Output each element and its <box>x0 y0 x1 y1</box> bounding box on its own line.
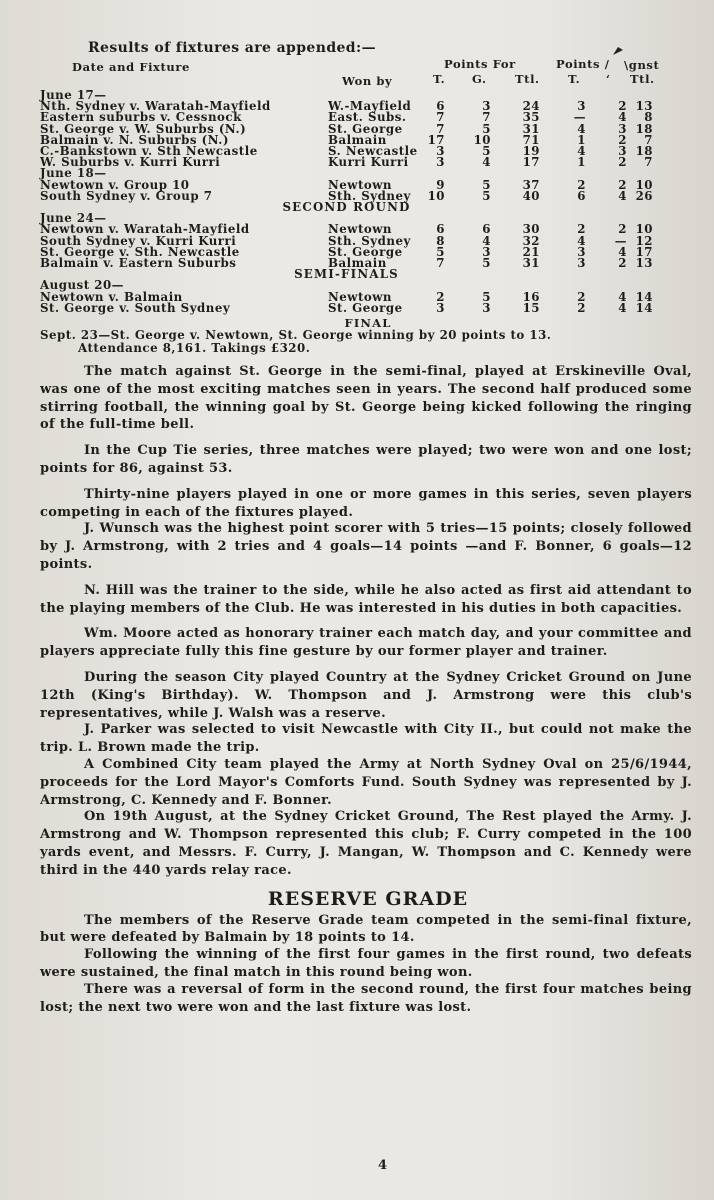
goals-for: 3 <box>482 300 491 315</box>
header-against: \gnst <box>624 58 660 72</box>
round-row <box>40 269 653 280</box>
header-pf-t: T. <box>433 72 446 86</box>
tries-for: 2 <box>436 289 445 304</box>
winner: Newtown <box>328 222 392 237</box>
goals-for: 10 <box>473 132 491 147</box>
total-against: 26 <box>635 188 653 203</box>
tries-against: 2 <box>577 222 586 237</box>
fixture-name: South Sydney v. Kurri Kurri <box>40 233 237 248</box>
fixture-row <box>40 157 653 168</box>
total-for: 35 <box>522 110 540 125</box>
final-result: Sept. 23—St. George v. Newtown, St. George winning by 20 points to 13. <box>40 328 552 343</box>
total-against: 7 <box>644 132 653 147</box>
fixture-name: Nth. Sydney v. Waratah-Mayfield <box>40 99 271 114</box>
goals-against: 2 <box>618 132 627 147</box>
section-title: RESERVE GRADE <box>267 887 469 910</box>
goals-against: 3 <box>618 121 627 136</box>
tries-for: 9 <box>436 177 445 192</box>
winner: S. Newcastle <box>328 144 418 159</box>
tries-against: 6 <box>577 188 586 203</box>
total-against: 12 <box>635 233 653 248</box>
goals-for: 5 <box>482 188 491 203</box>
winner: Balmain <box>328 256 387 271</box>
intro-heading: Results of fixtures are appended:— <box>88 40 376 56</box>
tries-for: 6 <box>436 222 445 237</box>
table-header <box>40 56 696 90</box>
goals-against: 2 <box>618 177 627 192</box>
fixture-date: June 18— <box>40 166 107 181</box>
paragraph-players: Thirty-nine players played in one or more games in this series, seven players competing in each of the fixtures played. <box>40 486 692 520</box>
paragraph-trainer: N. Hill was the trainer to the side, while he also acted as first aid attendant to the playing members of the Club. He was interested in his duties in both capacities. <box>40 582 692 616</box>
header-date-fixture: Date and Fixture <box>72 60 190 74</box>
tries-against: 2 <box>577 289 586 304</box>
winner: Sth. Sydney <box>328 233 411 248</box>
winner: Sth. Sydney <box>328 188 411 203</box>
tries-against: 4 <box>577 121 586 136</box>
tries-against: 3 <box>577 244 586 259</box>
goals-against: 2 <box>618 256 627 271</box>
total-against: 14 <box>635 289 653 304</box>
goals-for: 4 <box>482 233 491 248</box>
tries-against: 3 <box>577 99 586 114</box>
fixture-name: Eastern suburbs v. Cessnock <box>40 110 242 125</box>
fixtures-table <box>40 90 653 314</box>
fixture-name: Newtown v. Group 10 <box>40 177 190 192</box>
paragraph-newcastle: J. Parker was selected to visit Newcastle with City II., but could not make the trip. L. Brown made the trip. <box>40 722 692 756</box>
fixture-date: June 17— <box>40 88 107 102</box>
paragraph-scorers: J. Wunsch was the highest point scorer with 5 tries—15 points; closely followed by J. Armstrong, with 2 tries and 4 goals—14 points —and F. Bonner, 6 goals—12 points. <box>40 521 692 573</box>
tries-for: 5 <box>436 244 445 259</box>
winner: Balmain <box>328 132 387 147</box>
total-against: 18 <box>635 144 653 159</box>
paragraph-cup-tie: In the Cup Tie series, three matches were played; two were won and one lost; points for 86, against 53. <box>40 443 692 477</box>
goals-against: 4 <box>618 244 627 259</box>
pencil-mark-icon <box>612 46 624 56</box>
tries-against: 2 <box>577 177 586 192</box>
tries-against: 1 <box>577 132 586 147</box>
winner: St. George <box>328 244 403 259</box>
tries-against: — <box>573 110 586 125</box>
paragraph-honorary-trainer: Wm. Moore acted as honorary trainer each match day, and your committee and players appreciate fully this fine gesture by our former player and trainer. <box>40 626 692 660</box>
fixture-name: South Sydney v. Group 7 <box>40 188 213 203</box>
goals-for: 5 <box>482 177 491 192</box>
goals-against: — <box>614 233 627 248</box>
tries-for: 8 <box>436 233 445 248</box>
header-pf-g: G. <box>472 72 487 86</box>
total-for: 19 <box>522 144 540 159</box>
fixture-name: C.-Bankstown v. Sth Newcastle <box>40 144 258 159</box>
goals-against: 2 <box>618 222 627 237</box>
goals-for: 5 <box>482 121 491 136</box>
total-for: 30 <box>522 222 540 237</box>
total-for: 15 <box>522 300 540 315</box>
fixture-name: Newtown v. Waratah-Mayfield <box>40 222 250 237</box>
fixture-name: St. George v. Sth. Newcastle <box>40 244 240 259</box>
winner: Newtown <box>328 289 392 304</box>
total-against: 17 <box>635 244 653 259</box>
tries-against: 1 <box>577 155 586 170</box>
goals-against: 4 <box>618 289 627 304</box>
tries-for: 17 <box>427 132 445 147</box>
paragraph-semi-final: The match against St. George in the semi-final, played at Erskineville Oval, was one of the most exciting matches seen in years. The second half produced some stirring football, the winning goal by St. George being kicked following the ringing of the full-time bell. <box>40 364 692 433</box>
fixture-name: Newtown v. Balmain <box>40 289 183 304</box>
header-pa-g: ‘ <box>606 72 611 86</box>
header-points-for: Points For <box>444 57 516 71</box>
total-for: 21 <box>522 244 540 259</box>
tries-for: 3 <box>436 144 445 159</box>
tries-for: 7 <box>436 121 445 136</box>
goals-for: 5 <box>482 289 491 304</box>
fixture-date: August 20— <box>40 278 124 293</box>
winner: St. George <box>328 300 403 315</box>
goals-against: 4 <box>618 110 627 125</box>
fixture-name: W. Suburbs v. Kurri Kurri <box>40 155 221 170</box>
goals-for: 3 <box>482 244 491 259</box>
header-pf-ttl: Ttl. <box>515 72 540 86</box>
total-for: 40 <box>522 188 540 203</box>
total-against: 18 <box>635 121 653 136</box>
goals-against: 2 <box>618 99 627 114</box>
total-for: 16 <box>522 289 540 304</box>
round-title: SEMI-FINALS <box>294 267 399 282</box>
total-against: 13 <box>635 99 653 114</box>
total-for: 24 <box>522 99 540 114</box>
round-title: SECOND ROUND <box>282 200 411 215</box>
reserve-paragraph-second-round: There was a reversal of form in the second round, the first four matches being lost; the next two were won and the last fixture was lost. <box>40 981 692 1015</box>
tries-against: 3 <box>577 256 586 271</box>
paragraph-city-country: During the season City played Country at the Sydney Cricket Ground on June 12th (King's Birthday). W. Thompson and J. Armstrong were this club's representatives, while J. Walsh was a reserve. <box>40 670 692 721</box>
tries-for: 7 <box>436 256 445 271</box>
tries-against: 4 <box>577 144 586 159</box>
header-against-ttl: Ttl. <box>630 72 655 86</box>
fixture-name: Balmain v. N. Suburbs (N.) <box>40 132 229 147</box>
paragraph-rest-army: On 19th August, at the Sydney Cricket Ground, The Rest played the Army. J. Armstrong and W. Thompson represented this club; F. Curry competed in the 100 yards event, and Messrs. F. Curry, J. Mangan, W. Thompson and C. Kennedy were third in the 440 yards relay race. <box>40 809 692 878</box>
round-row <box>40 202 653 213</box>
page-number: 4 <box>378 1158 388 1173</box>
tries-for: 3 <box>436 300 445 315</box>
tries-against: 4 <box>577 233 586 248</box>
goals-for: 6 <box>482 222 491 237</box>
total-against: 8 <box>644 110 653 125</box>
fixture-name: Balmain v. Eastern Suburbs <box>40 256 237 271</box>
tries-for: 3 <box>436 155 445 170</box>
tries-against: 2 <box>577 300 586 315</box>
total-against: 13 <box>635 256 653 271</box>
fixture-name: St. George v. W. Suburbs (N.) <box>40 121 247 136</box>
total-against: 7 <box>644 155 653 170</box>
winner: W.-Mayfield <box>328 99 412 114</box>
total-for: 31 <box>522 121 540 136</box>
goals-for: 7 <box>482 110 491 125</box>
fixture-name: St. George v. South Sydney <box>40 300 231 315</box>
goals-for: 5 <box>482 256 491 271</box>
goals-against: 4 <box>618 300 627 315</box>
final-heading: FINAL <box>344 316 392 331</box>
fixture-row <box>40 303 653 314</box>
goals-against: 4 <box>618 188 627 203</box>
winner: Newtown <box>328 177 392 192</box>
final-attendance: Attendance 8,161. Takings £320. <box>78 341 311 356</box>
tries-for: 7 <box>436 110 445 125</box>
goals-for: 3 <box>482 99 491 114</box>
total-for: 17 <box>522 155 540 170</box>
tries-for: 10 <box>427 188 445 203</box>
winner: St. George <box>328 121 403 136</box>
header-points-against: Points / <box>556 57 610 71</box>
header-pa-t: T. <box>568 72 581 86</box>
total-against: 10 <box>635 222 653 237</box>
goals-for: 5 <box>482 144 491 159</box>
total-for: 71 <box>522 132 540 147</box>
reserve-paragraph-semi: The members of the Reserve Grade team competed in the semi-final fixture, but were defeated by Balmain by 18 points to 14. <box>40 912 692 946</box>
goals-against: 3 <box>618 144 627 159</box>
goals-against: 2 <box>618 155 627 170</box>
total-against: 10 <box>635 177 653 192</box>
total-for: 32 <box>522 233 540 248</box>
total-for: 31 <box>522 256 540 271</box>
winner: Kurri Kurri <box>328 155 409 170</box>
total-against: 14 <box>635 300 653 315</box>
total-for: 37 <box>522 177 540 192</box>
goals-for: 4 <box>482 155 491 170</box>
tries-for: 6 <box>436 99 445 114</box>
paragraph-combined-city: A Combined City team played the Army at North Sydney Oval on 25/6/1944, proceeds for the Lord Mayor's Comforts Fund. South Sydney was represented by J. Armstrong, C. Kennedy and F. Bonner. <box>40 757 692 808</box>
header-won-by: Won by <box>342 74 393 88</box>
winner: East. Subs. <box>328 110 407 125</box>
reserve-paragraph-first-round: Following the winning of the first four games in the first round, two defeats were sustained, the final match in this round being won. <box>40 947 692 980</box>
fixture-date: June 24— <box>40 211 107 226</box>
